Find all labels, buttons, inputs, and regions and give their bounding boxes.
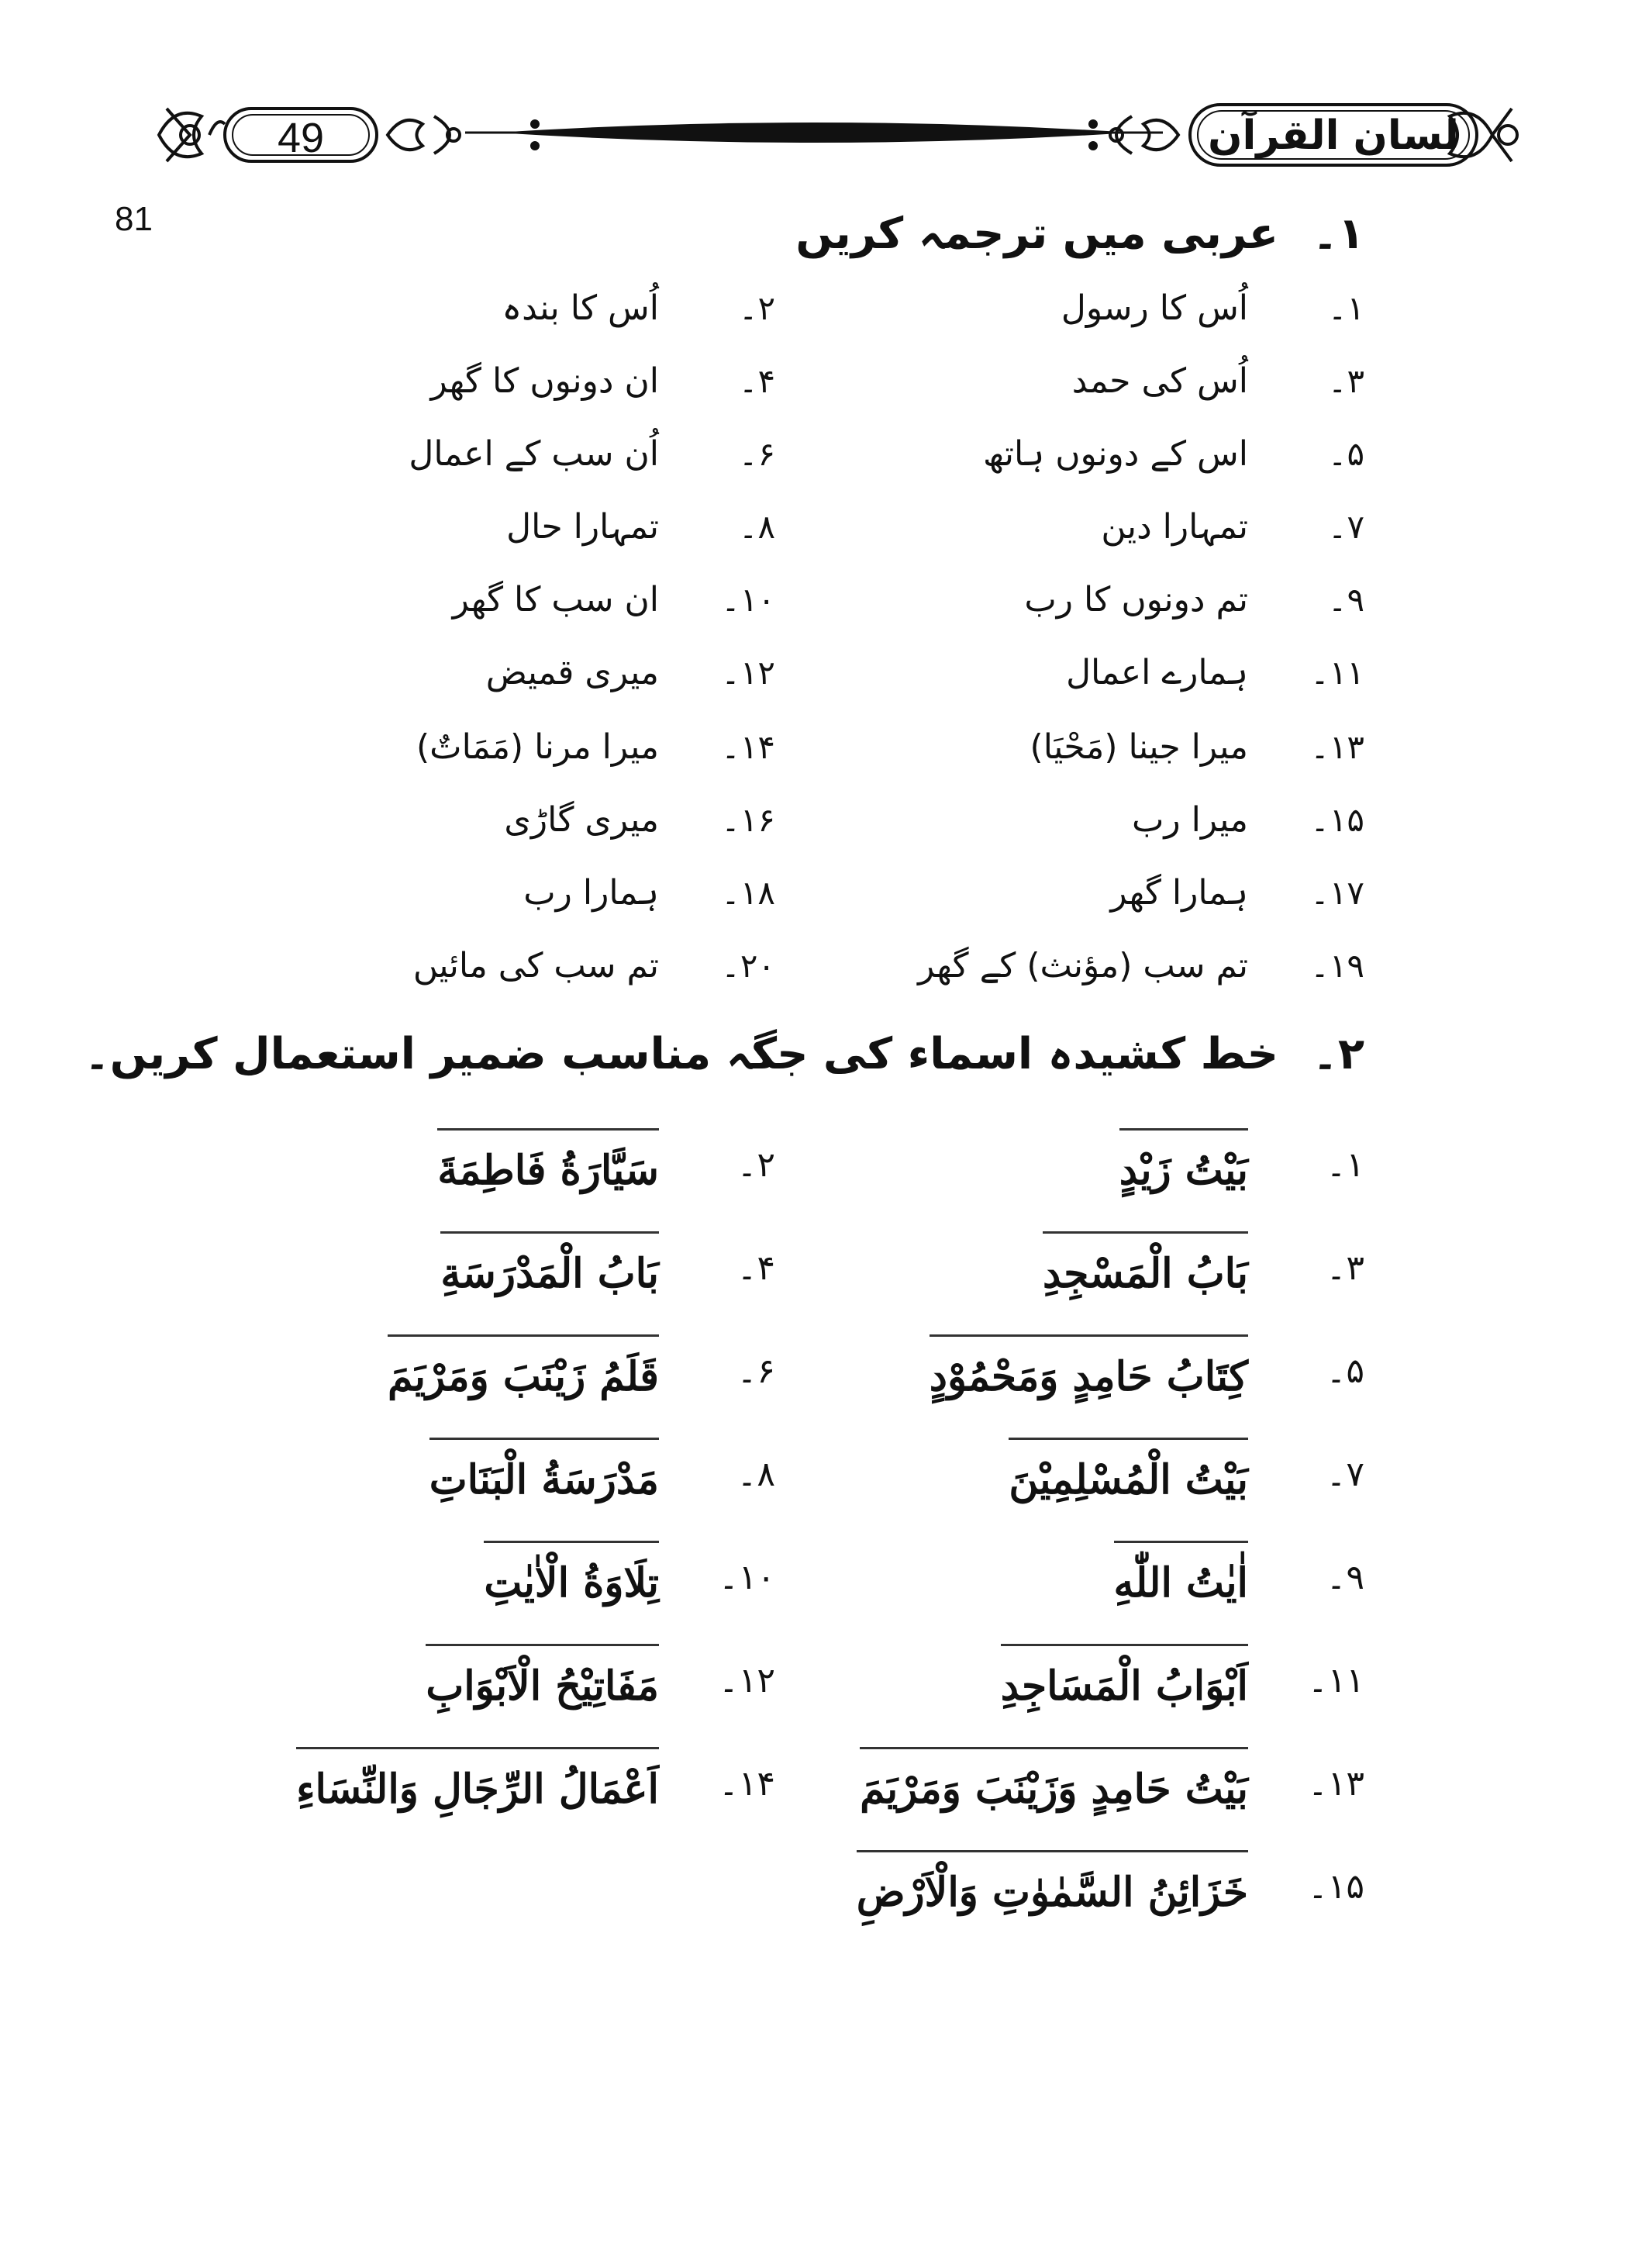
list-item: [155, 423, 775, 485]
item-number: ۸۔: [736, 1455, 775, 1494]
list-item: [155, 569, 775, 631]
item-text: تم سب کی مائیں: [412, 946, 659, 986]
item-number: ۱۰۔: [718, 1558, 775, 1597]
item-text: سَیَّارَةُ فَاطِمَةَ: [437, 1128, 659, 1208]
list-item: [744, 1850, 1364, 1916]
item-text: تم دونوں کا رب: [1024, 580, 1248, 620]
item-text: میری گاڑی: [504, 800, 659, 840]
item-number: ۱۷۔: [1310, 874, 1364, 912]
item-number: ۹۔: [1326, 1558, 1364, 1597]
item-number: ۹۔: [1327, 581, 1364, 619]
item-text: میرا مرنا (مَمَاتٌ): [416, 727, 659, 767]
item-text: قَلَمُ زَیْنَبَ وَمَرْیَمَ: [388, 1334, 659, 1414]
list-item: [155, 1231, 775, 1297]
list-item: [155, 1438, 775, 1503]
item-text: اُس کا بندہ: [502, 288, 659, 328]
list-item: [744, 496, 1364, 558]
item-number: ۱۹۔: [1310, 947, 1364, 985]
section-2-heading: [84, 1024, 1364, 1086]
item-number: ۱۲۔: [721, 654, 775, 692]
item-number: ۱۳۔: [1307, 1764, 1364, 1804]
list-item: [744, 789, 1364, 851]
item-number: ۴۔: [738, 362, 775, 400]
item-number: ۵۔: [1327, 435, 1364, 473]
list-item: [744, 1644, 1364, 1710]
list-item: [744, 278, 1364, 340]
item-text: اُس کی حمد: [1071, 361, 1248, 401]
section-1-number: ۱۔: [1312, 209, 1364, 259]
item-text: اُن سب کے اعمال: [409, 434, 659, 474]
list-item: [744, 350, 1364, 413]
list-item: [155, 935, 775, 997]
item-text: کِتَابُ حَامِدٍ وَمَحْمُوْدٍ: [930, 1334, 1248, 1414]
item-number: ۱۲۔: [718, 1661, 775, 1700]
list-item: [155, 1747, 775, 1813]
side-page-number: 81: [115, 200, 153, 238]
list-item: [155, 496, 775, 558]
item-number: ۶۔: [738, 435, 775, 473]
list-item: [744, 423, 1364, 485]
list-item: [744, 1438, 1364, 1503]
item-number: ۳۔: [1326, 1248, 1364, 1288]
item-number: ۱۔: [1326, 1145, 1364, 1185]
list-item: [744, 935, 1364, 997]
list-item: [155, 789, 775, 851]
item-text: بَیْتُ زَیْدٍ: [1119, 1128, 1248, 1208]
list-item: [155, 1128, 775, 1194]
section-1-heading: [202, 203, 1364, 265]
section-2-number: ۲۔: [1312, 1029, 1364, 1079]
item-number: ۱۱۔: [1310, 654, 1364, 692]
list-item: [155, 1541, 775, 1607]
book-title: لسان القرآن: [1208, 112, 1459, 159]
item-number: ۱۰۔: [721, 581, 775, 619]
list-item: [155, 862, 775, 924]
list-item: [744, 1541, 1364, 1607]
item-text: اُس کا رسول: [1061, 288, 1248, 328]
list-item: [744, 569, 1364, 631]
item-number: ۷۔: [1327, 508, 1364, 546]
item-text: ان دونوں کا گھر: [430, 361, 659, 401]
item-text: تِلَاوَةُ الْاٰیٰتِ: [484, 1541, 659, 1621]
item-number: ۱۶۔: [721, 801, 775, 839]
item-text: بَیْتُ الْمُسْلِمِیْنَ: [1009, 1438, 1248, 1517]
item-number: ۱۸۔: [721, 874, 775, 912]
item-number: ۸۔: [738, 508, 775, 546]
item-text: تمہارا حال: [506, 507, 659, 547]
list-item: [155, 350, 775, 413]
item-text: تمہارا دین: [1101, 507, 1248, 547]
item-text: میرا رب: [1131, 800, 1248, 840]
list-item: [744, 1334, 1364, 1400]
item-text: مَفَاتِیْحُ الْاَبْوَابِ: [426, 1644, 659, 1724]
item-text: تم سب (مؤنث) کے گھر: [918, 946, 1248, 986]
item-text: ہمارے اعمال: [1066, 653, 1248, 692]
item-text: اَبْوَابُ الْمَسَاجِدِ: [1001, 1644, 1248, 1724]
item-number: ۱۳۔: [1310, 728, 1364, 766]
item-text: میری قمیض: [485, 653, 659, 692]
item-text: بَابُ الْمَسْجِدِ: [1043, 1231, 1248, 1311]
item-text: خَزَائِنُ السَّمٰوٰتِ وَالْاَرْضِ: [857, 1850, 1248, 1930]
item-text: ان سب کا گھر: [452, 580, 659, 620]
list-item: [744, 1747, 1364, 1813]
item-number: ۴۔: [736, 1248, 775, 1288]
item-number: ۵۔: [1326, 1351, 1364, 1391]
item-text: میرا جینا (مَحْیَا): [1030, 727, 1248, 767]
list-item: [744, 716, 1364, 778]
item-number: ۲۔: [738, 289, 775, 327]
item-number: ۱۵۔: [1307, 1867, 1364, 1907]
section-1-title: عربی میں ترجمہ کریں: [795, 209, 1278, 259]
section-2-title: خط کشیدہ اسماء کی جگہ مناسب ضمیر استعمال کریں۔: [84, 1029, 1278, 1079]
item-number: ۳۔: [1327, 362, 1364, 400]
item-text: بَیْتُ حَامِدٍ وَزَیْنَبَ وَمَرْیَمَ: [860, 1747, 1248, 1827]
item-text: مَدْرَسَةُ الْبَنَاتِ: [429, 1438, 659, 1517]
item-number: ۶۔: [736, 1351, 775, 1391]
item-number: ۱۴۔: [718, 1764, 775, 1804]
item-text: اَعْمَالُ الرِّجَالِ وَالنِّسَاءِ: [296, 1747, 659, 1827]
item-text: اٰیٰتُ اللّٰهِ: [1114, 1541, 1248, 1621]
page-number: 49: [277, 115, 325, 161]
list-item: [155, 716, 775, 778]
item-text: اس کے دونوں ہاتھ: [983, 434, 1248, 474]
list-item: [744, 642, 1364, 704]
list-item: [155, 1334, 775, 1400]
item-number: ۱۵۔: [1310, 801, 1364, 839]
item-text: ہمارا رب: [523, 873, 659, 913]
item-number: ۱۱۔: [1307, 1661, 1364, 1700]
item-text: بَابُ الْمَدْرَسَةِ: [440, 1231, 659, 1311]
list-item: [744, 862, 1364, 924]
item-text: ہمارا گھر: [1110, 873, 1248, 913]
list-item: [155, 1644, 775, 1710]
item-number: ۱۴۔: [721, 728, 775, 766]
item-number: ۲۔: [736, 1145, 775, 1185]
list-item: [744, 1231, 1364, 1297]
item-number: ۱۔: [1327, 289, 1364, 327]
item-number: ۲۰۔: [721, 947, 775, 985]
list-item: [155, 642, 775, 704]
item-number: ۷۔: [1326, 1455, 1364, 1494]
list-item: [155, 278, 775, 340]
list-item: [744, 1128, 1364, 1194]
